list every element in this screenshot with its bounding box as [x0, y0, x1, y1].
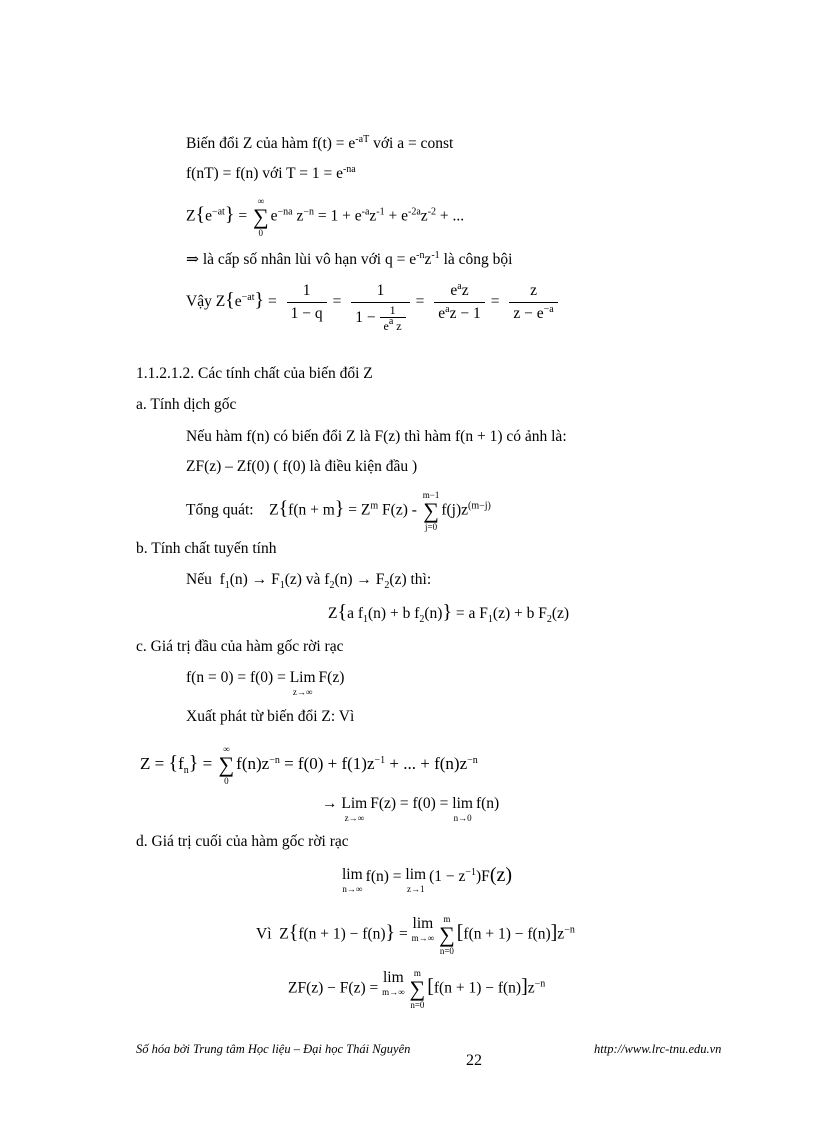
text: + e [384, 207, 409, 225]
text: e [205, 207, 212, 225]
limit-operator: lim m→∞ [382, 969, 405, 997]
implies-icon: ⇒ [186, 251, 199, 268]
limit-operator: Lim z→∞ [289, 669, 316, 697]
text: với a = const [369, 135, 454, 152]
text: + ... [436, 207, 465, 225]
text: z [296, 207, 304, 225]
text: z [369, 207, 377, 225]
limit-operator: lim m→∞ [411, 915, 435, 943]
footer-url[interactable]: http://www.lrc-tnu.edu.vn [594, 1042, 722, 1056]
subsection-d-title: d. Giá trị cuối của hàm gốc rời rạc [136, 833, 349, 850]
text: e [270, 207, 278, 225]
exponent: -1 [431, 250, 440, 261]
text: là công bội [439, 251, 513, 268]
exponent: −at [241, 292, 255, 304]
fraction-3: $\frac{e^az}{e^az - 1}$ [434, 280, 484, 325]
text: Biến đổi Z của hàm f(t) = e [186, 135, 356, 152]
limit-operator: lim z→1 [405, 866, 427, 894]
fraction-4: $\frac{z}{z - e^{-a}}$ [509, 280, 557, 325]
text: f(nT) = f(n) với T = 1 = e [186, 165, 343, 182]
sum-operator: m−1 ∑ j=0 [422, 490, 440, 532]
fraction-2: 1 1 − $\frac{1}{e^a z}$ [351, 280, 409, 334]
subsection-c-line-2: Xuất phát từ biến đổi Z: Vì [186, 708, 355, 725]
right-brace: } [334, 497, 345, 520]
text: z [424, 251, 432, 268]
subsection-a-general-formula [186, 490, 491, 532]
right-brace: } [224, 203, 235, 226]
subsection-c-line-1: f(n = 0) = f(0) = Lim z→∞ F(z) [186, 669, 345, 697]
exponent: −na [277, 206, 293, 218]
subsection-a-line-2: ZF(z) – Zf(0) ( f(0) là điều kiện đầu ) [186, 458, 418, 475]
left-brace: { [225, 289, 235, 312]
left-brace: { [195, 203, 206, 226]
text: Vậy Z [186, 293, 226, 311]
page-number: 22 [466, 1052, 482, 1069]
limit-operator: Lim z→∞ [341, 795, 368, 823]
text: Z [186, 207, 196, 225]
exponent: -1 [376, 206, 385, 218]
subsection-c-title: c. Giá trị đầu của hàm gốc rời rạc [136, 638, 344, 655]
subsection-d-line-1: lim n→∞ f(n) = lim z→1 $(1 - z^{-1})F(z)$ [342, 864, 513, 894]
limit-operator: lim n→0 [452, 795, 473, 823]
subsection-a-line-1: Nếu hàm f(n) có biến đổi Z là F(z) thì hàm f(n + 1) có ảnh là: [186, 428, 567, 445]
exponent: -n [416, 250, 425, 261]
intro-line-1 [186, 134, 453, 154]
text: F(z) - [378, 501, 417, 519]
exponent: m [370, 500, 379, 512]
left-brace: { [278, 497, 289, 520]
text: f(n + m [288, 501, 335, 519]
footer-source: Số hóa bởi Trung tâm Học liệu – Đại học Thái Nguyên [136, 1042, 411, 1056]
subsection-d-line-2: Vì Z{f(n + 1) − f(n)} = lim m→∞ m ∑ n=0 $[f(n + 1) - f(n)]z^{-n}$ [256, 914, 575, 956]
subsection-c-line-4: → Lim z→∞ F(z) = f(0) = lim n→0 f(n) [322, 795, 500, 823]
fraction-1: $\frac{1}{1 - q}$ [287, 280, 327, 325]
text: Z [269, 501, 279, 519]
intro-line-2 [186, 164, 356, 184]
subsection-c-line-3: $Z = \{f_n\}$ = ∞ ∑ 0 $f(n)z^{-n} = f(0) + f(1)z^{-1}$ + ... + $f(n)z^{-n}$ [140, 744, 478, 786]
text: e [234, 293, 242, 311]
text: = 1 + e [314, 207, 362, 225]
label: Tổng quát: [186, 501, 254, 519]
intro-equation-z-transform: $Z\{e^{-at}\}$ = ∞ ∑ 0 $e^{-na}$ $z^{-n} = 1 + e^{-a}z^{-1} + e^{-2a}z^{-2}$ + ... [186, 196, 465, 238]
text: z [420, 207, 428, 225]
exponent: -a [361, 206, 370, 218]
subsection-a-title: a. Tính dịch gốc [136, 396, 237, 413]
limit-operator: lim n→∞ [342, 866, 363, 894]
subsection-b-line-1: Nếu $f_1(n) \to F_1(z)$ và $f_2(n) \to F_2(z)$ thì: [186, 571, 432, 591]
subsection-b-title: b. Tính chất tuyến tính [136, 540, 277, 557]
exponent: −n [303, 206, 314, 218]
text: là cấp số nhân lùi vô hạn với q = e [199, 251, 417, 268]
exponent: -aT [355, 134, 370, 145]
intro-line-4 [186, 250, 512, 270]
section-heading: 1.1.2.1.2. Các tính chất của biến đổi Z [136, 365, 373, 382]
exponent: -na [342, 164, 356, 175]
exponent: −at [211, 206, 225, 218]
sum-operator: ∞ ∑ 0 [252, 196, 269, 238]
sum-operator: ∞ ∑ 0 [218, 744, 235, 786]
right-brace: } [254, 289, 265, 312]
sum-operator: m ∑ n=0 [409, 968, 426, 1010]
text: Nếu [186, 571, 212, 588]
intro-equation-result: Vậy $Z\{e^{-at}\}$ = $\frac{1}{1 - q}$ = 1 1 − $\frac{1}{e^a z}$ = $\frac{e^az}{e^az - 1}$ = $\frac{z}{z - e^{-a}}$ [186, 280, 564, 334]
text: = Z [344, 501, 371, 519]
subsection-d-line-3: ZF(z) − F(z) = lim m→∞ m ∑ n=0 $[f(n + 1) - f(n)]z^{-n}$ [288, 968, 546, 1010]
exponent: -2a [408, 206, 421, 218]
subsection-b-line-2: Z{a $f_1(n) + b$ $f_2(n)\} = a$ $F_1(z) + b$ $F_2(z)$ [328, 601, 570, 625]
text: f(j)z [441, 501, 469, 519]
exponent: (m−j) [468, 500, 491, 512]
sum-operator: m ∑ n=0 [439, 914, 455, 956]
exponent: -2 [427, 206, 437, 218]
